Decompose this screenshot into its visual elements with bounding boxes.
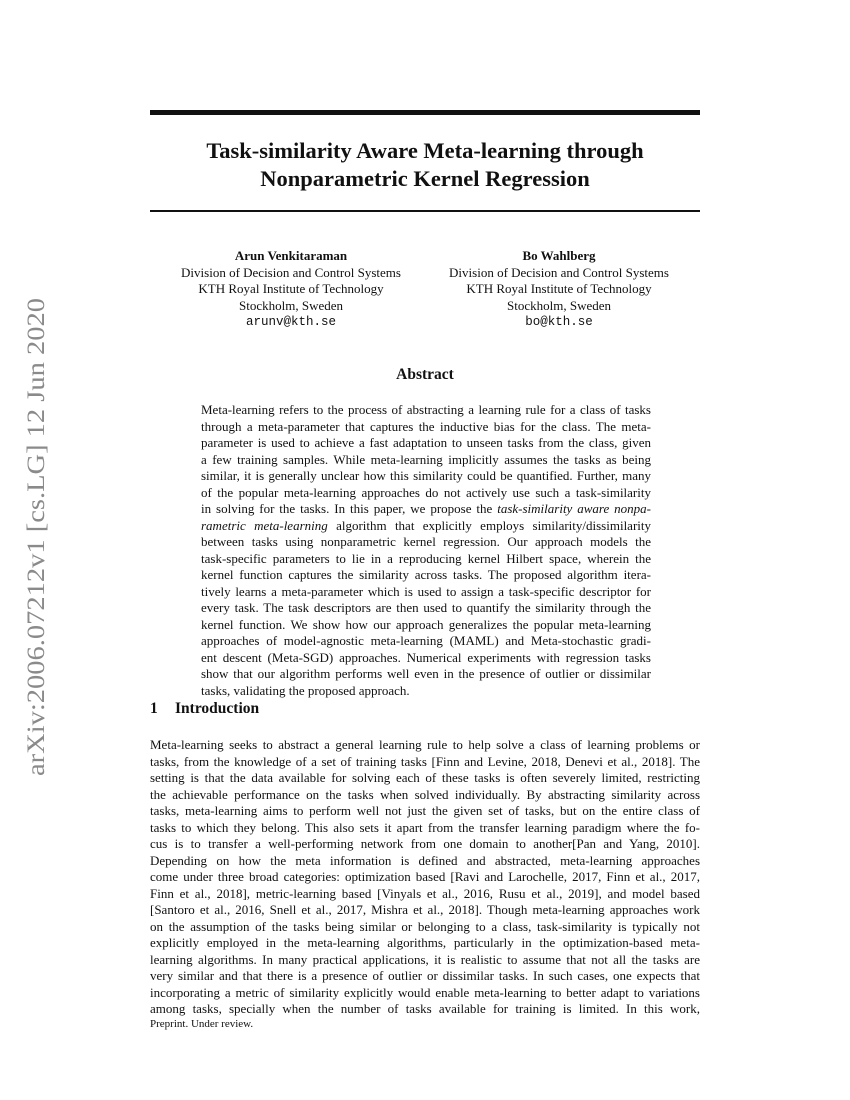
author-department: Division of Decision and Control Systems [449, 264, 669, 280]
introduction-body [150, 737, 700, 1018]
abstract-line: ent descent (Meta-SGD) approaches. Numerical experiments with regression tasks [201, 649, 651, 665]
intro-line: come under three broad categories: optimization based [Ravi and Larochelle, 2017, Finn et al., 2017, [150, 869, 700, 884]
abstract-line: show that our algorithm performs well even in the presence of outlier or dissimilar [201, 666, 651, 681]
abstract-heading: Abstract [396, 366, 454, 383]
intro-line: Finn et al., 2018], metric-learning based [Vinyals et al., 2016, Rusu et al., 2019], and model based [150, 885, 700, 901]
arxiv-stamp-text: arXiv:2006.07212v1 [cs.LG] 12 Jun 2020 [23, 356, 50, 776]
author-email: bo@kth.se [525, 315, 593, 329]
preprint-footer: Preprint. Under review. [150, 1018, 254, 1030]
author-name: Bo Wahlberg [522, 248, 596, 263]
author-location: Stockholm, Sweden [507, 297, 611, 313]
intro-line: incorporating a metric of similarity explicitly would enable meta-learning to better adapt to variations [150, 984, 700, 1000]
abstract-line: parameter is used to achieve a fast adaptation to unseen tasks from the class, given [201, 435, 651, 450]
abstract-line: of the popular meta-learning approaches do not actively use such a task-similarity [201, 484, 651, 500]
abstract-line: kernel function captures the similarity across tasks. The proposed algorithm itera- [201, 567, 651, 582]
author-name: Arun Venkitaraman [234, 248, 348, 263]
intro-line: setting is that the data available for solving each of these tasks is often severely limited, restricting [150, 770, 700, 785]
author-institution: KTH Royal Institute of Technology [466, 281, 652, 296]
abstract-line: kernel function. We show how our approach generalizes the popular meta-learning [201, 616, 651, 632]
paper-title [150, 137, 700, 193]
abstract-line: similar, it is generally unclear how this similarity could be quantified. Further, many [201, 468, 651, 483]
intro-line: tasks, from the knowledge of a set of training tasks [Finn and Levine, 2018, Denevi et al., 2018]. The [150, 753, 700, 769]
intro-line: learning algorithms. In many practical applications, it is realistic to assume that not all the tasks are [150, 951, 700, 967]
abstract-line: approaches of model-agnostic meta-learning (MAML) and Meta-stochastic gradi- [201, 633, 651, 648]
intro-line: Meta-learning seeks to abstract a general learning rule to help solve a class of learning problems or [150, 737, 700, 752]
abstract-line: every task. The task descriptors are then used to quantify the similarity through the [201, 600, 651, 615]
abstract-line: through a meta-parameter that captures the inductive bias for the class. The meta- [201, 418, 651, 434]
abstract-line: tively learns a meta-parameter which is used to assign a task-specific descriptor for [201, 583, 651, 599]
abstract-text: in solving for the tasks. In this paper, we propose the [201, 501, 493, 516]
section-title: Introduction [175, 700, 260, 717]
abstract-line: Meta-learning refers to the process of abstracting a learning rule for a class of tasks [201, 402, 651, 417]
abstract-emphasis: rametric meta-learning [201, 517, 328, 533]
title-rule-bottom [150, 210, 700, 212]
intro-line: cus is to transfer a well-performing network from one domain to another[Pan and Yang, 2010]. [150, 836, 700, 851]
author-institution: KTH Royal Institute of Technology [198, 281, 384, 296]
abstract-line: task-specific parameters to lie in a reproducing kernel Hilbert space, wherein the [201, 550, 651, 566]
title-rule-top [150, 110, 700, 115]
author-department: Division of Decision and Control Systems [181, 264, 401, 280]
section-heading [150, 700, 259, 718]
arxiv-stamp [2, 296, 62, 776]
title-line-1: Task-similarity Aware Meta-learning through [206, 138, 644, 163]
intro-line: among tasks, specially when the number of tasks available for training is limited. In this work, [150, 1001, 700, 1016]
title-line-2: Nonparametric Kernel Regression [260, 166, 590, 191]
abstract-line [201, 501, 651, 518]
intro-line: on the assumption of the tasks being similar or belonging to a class, task-similarity is typically not [150, 918, 700, 934]
abstract-line: a few training samples. While meta-learning implicitly assumes the tasks as being [201, 451, 651, 467]
author-email: arunv@kth.se [245, 315, 336, 329]
author-block-1 [141, 248, 441, 331]
author-location: Stockholm, Sweden [239, 297, 343, 313]
section-number: 1 [150, 700, 158, 717]
abstract-line: between tasks using nonparametric kernel regression. Our approach models the [201, 534, 651, 549]
abstract-body [201, 402, 651, 699]
intro-line: [Santoro et al., 2016, Snell et al., 2017, Mishra et al., 2018]. Though meta-learning approaches work [150, 902, 700, 917]
abstract-emphasis: task-similarity aware nonpa- [497, 501, 652, 516]
author-block-2 [409, 248, 709, 331]
intro-line: tasks, meta-learning aims to perform well not just the given set of tasks, but on the entire class of [150, 803, 700, 818]
abstract-line: tasks, validating the proposed approach. [201, 682, 410, 698]
abstract-text: algorithm that explicitly employs similarity/dissimilarity [327, 517, 651, 533]
intro-line: the achievable performance on the tasks when solved individually. By abstracting similarity across [150, 786, 700, 802]
intro-line: Depending on how the meta information is defined and abstracted, meta-learning approaches [150, 852, 700, 868]
intro-line: very similar and that there is a presence of outlier or dissimilar tasks. In such cases, one expects that [150, 968, 700, 983]
intro-line: explicitly employed in the meta-learning algorithms, particularly in the optimization-based meta- [150, 935, 700, 950]
abstract-line [201, 518, 651, 535]
intro-line: tasks to which they belong. This also sets it apart from the transfer learning paradigm where the fo- [150, 819, 700, 835]
